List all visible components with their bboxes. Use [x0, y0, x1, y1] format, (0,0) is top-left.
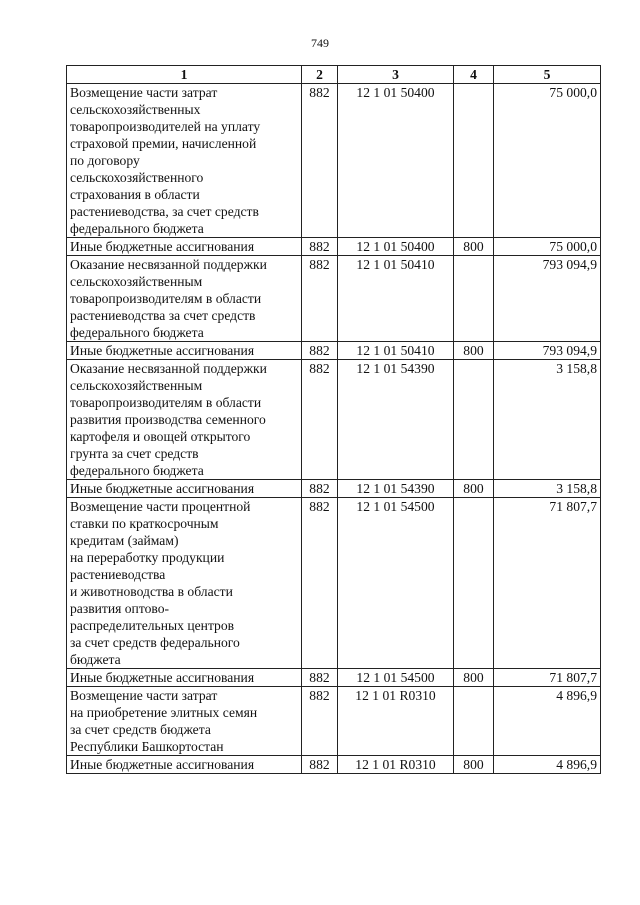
table-row [67, 498, 601, 669]
row-amount: 75 000,0 [494, 238, 601, 256]
row-ministry-code: 882 [302, 342, 338, 360]
budget-table [66, 65, 601, 774]
row-expense-type: 800 [454, 669, 494, 687]
table-header-row [67, 66, 601, 84]
row-description: Оказание несвязанной поддержки сельскохозяйственным товаропроизводителям в области развития производства семенного картофеля и овощей открытого грунта за счет средств федерального бюджета [67, 360, 302, 480]
row-target-article: 12 1 01 54500 [338, 498, 454, 669]
row-amount: 793 094,9 [494, 256, 601, 342]
column-header-4: 4 [454, 66, 494, 84]
row-amount: 793 094,9 [494, 342, 601, 360]
row-ministry-code: 882 [302, 669, 338, 687]
row-target-article: 12 1 01 50410 [338, 256, 454, 342]
row-amount: 3 158,8 [494, 360, 601, 480]
row-description: Иные бюджетные ассигнования [67, 480, 302, 498]
row-expense-type: 800 [454, 342, 494, 360]
row-description: Иные бюджетные ассигнования [67, 669, 302, 687]
table-row [67, 238, 601, 256]
row-target-article: 12 1 01 50410 [338, 342, 454, 360]
row-ministry-code: 882 [302, 687, 338, 756]
row-description: Возмещение части процентной ставки по краткосрочным кредитам (займам) на переработку продукции растениеводства и животноводства в области развития оптово- распределительных центров за счет средств федерального бюджета [67, 498, 302, 669]
row-target-article: 12 1 01 54390 [338, 480, 454, 498]
row-target-article: 12 1 01 R0310 [338, 687, 454, 756]
row-amount: 3 158,8 [494, 480, 601, 498]
row-target-article: 12 1 01 50400 [338, 238, 454, 256]
row-amount: 4 896,9 [494, 687, 601, 756]
row-amount: 4 896,9 [494, 756, 601, 774]
row-expense-type [454, 687, 494, 756]
table-row [67, 84, 601, 238]
row-ministry-code: 882 [302, 480, 338, 498]
row-ministry-code: 882 [302, 360, 338, 480]
column-header-3: 3 [338, 66, 454, 84]
row-ministry-code: 882 [302, 498, 338, 669]
table-row [67, 360, 601, 480]
page-number: 749 [311, 36, 329, 50]
row-description: Возмещение части затрат на приобретение элитных семян за счет средств бюджета Республики Башкортостан [67, 687, 302, 756]
row-description: Иные бюджетные ассигнования [67, 756, 302, 774]
table-row [67, 756, 601, 774]
row-expense-type [454, 84, 494, 238]
row-amount: 71 807,7 [494, 669, 601, 687]
table-row [67, 256, 601, 342]
table-row [67, 342, 601, 360]
column-header-5: 5 [494, 66, 601, 84]
row-ministry-code: 882 [302, 84, 338, 238]
row-target-article: 12 1 01 50400 [338, 84, 454, 238]
table-row [67, 687, 601, 756]
row-target-article: 12 1 01 R0310 [338, 756, 454, 774]
row-expense-type: 800 [454, 756, 494, 774]
row-ministry-code: 882 [302, 256, 338, 342]
row-expense-type [454, 498, 494, 669]
table-row [67, 480, 601, 498]
row-ministry-code: 882 [302, 756, 338, 774]
row-expense-type: 800 [454, 238, 494, 256]
row-expense-type [454, 360, 494, 480]
row-description: Иные бюджетные ассигнования [67, 238, 302, 256]
column-header-1: 1 [67, 66, 302, 84]
column-header-2: 2 [302, 66, 338, 84]
row-description: Иные бюджетные ассигнования [67, 342, 302, 360]
row-amount: 75 000,0 [494, 84, 601, 238]
row-amount: 71 807,7 [494, 498, 601, 669]
row-expense-type [454, 256, 494, 342]
row-description: Оказание несвязанной поддержки сельскохозяйственным товаропроизводителям в области растениеводства за счет средств федерального бюджета [67, 256, 302, 342]
row-target-article: 12 1 01 54390 [338, 360, 454, 480]
row-description: Возмещение части затрат сельскохозяйственных товаропроизводителей на уплату страховой премии, начисленной по договору сельскохозяйственного страхования в области растениеводства, за счет средств федерального бюджета [67, 84, 302, 238]
row-expense-type: 800 [454, 480, 494, 498]
row-target-article: 12 1 01 54500 [338, 669, 454, 687]
row-ministry-code: 882 [302, 238, 338, 256]
table-row [67, 669, 601, 687]
